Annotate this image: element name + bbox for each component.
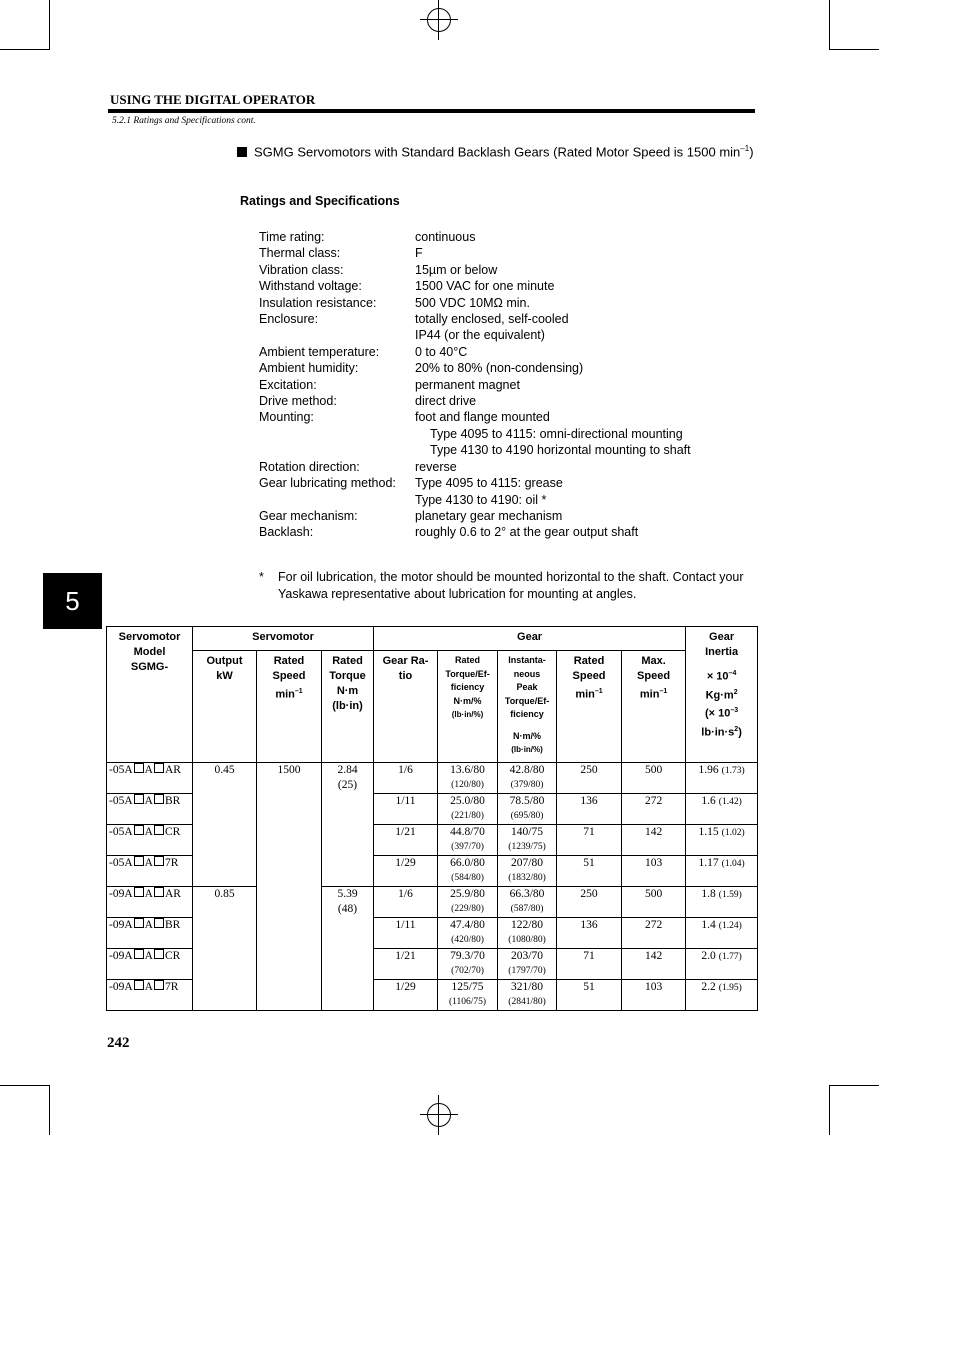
- spec-label: Drive method:: [259, 394, 337, 409]
- col-gear-rated-torque-header: Rated Torque/Ef-ficiency N·m/% (lb·in/%): [438, 651, 498, 763]
- gear-rated-torque-cell: 25.9/80 (229/80): [438, 887, 498, 918]
- peak-torque-cell: 203/70 (1797/70): [498, 949, 557, 980]
- spec-row: [259, 508, 691, 524]
- page-number: 242: [107, 1035, 130, 1051]
- table-row: [107, 887, 758, 918]
- spec-label: Rotation direction:: [259, 459, 360, 474]
- spec-value: 15µm or below: [415, 262, 498, 277]
- gear-inertia-cell: 1.6 (1.42): [686, 794, 758, 825]
- col-rated-speed-header: Rated Speed $\min^{-1}$: [257, 651, 322, 763]
- spec-row: [259, 475, 691, 508]
- spec-label: Vibration class:: [259, 262, 344, 277]
- gear-ratio-cell: 1/29: [374, 856, 438, 887]
- spec-value: Type 4130 to 4190 horizontal mounting to shaft: [430, 443, 691, 458]
- spec-value: Type 4095 to 4115: omni-directional mounting: [430, 426, 683, 441]
- max-speed-cell: 272: [622, 794, 686, 825]
- spec-value: F: [415, 246, 423, 261]
- spec-value: reverse: [415, 459, 457, 474]
- spec-label: Gear mechanism:: [259, 508, 358, 523]
- gear-rated-torque-cell: 79.3/70 (702/70): [438, 949, 498, 980]
- section-heading: SGMG Servomotors with Standard Backlash Gears (Rated Motor Speed is 1500 $\min^{-1}$): [237, 144, 754, 159]
- output-cell: 0.45: [193, 763, 257, 887]
- spec-row: [259, 393, 691, 409]
- spec-value: Type 4130 to 4190: oil *: [415, 492, 547, 507]
- col-gear-ratio-header: Gear Ra-tio: [374, 651, 438, 763]
- spec-row: [259, 229, 691, 245]
- model-cell: -05A A 7R: [107, 856, 193, 887]
- peak-torque-cell: 42.8/80 (379/80): [498, 763, 557, 794]
- blank-box-icon: [154, 856, 164, 866]
- max-speed-cell: 103: [622, 980, 686, 1011]
- blank-box-icon: [154, 949, 164, 959]
- spec-table: [106, 626, 758, 1011]
- blank-box-icon: [134, 763, 144, 773]
- peak-torque-cell: 66.3/80 (587/80): [498, 887, 557, 918]
- square-bullet-icon: [237, 147, 247, 157]
- gear-rated-torque-cell: 13.6/80 (120/80): [438, 763, 498, 794]
- blank-box-icon: [154, 980, 164, 990]
- model-cell: -09A A BR: [107, 918, 193, 949]
- gear-rated-torque-cell: 66.0/80 (584/80): [438, 856, 498, 887]
- model-cell: -05A A BR: [107, 794, 193, 825]
- spec-value: 0 to 40°C: [415, 344, 468, 359]
- gear-ratio-cell: 1/21: [374, 949, 438, 980]
- gear-rated-torque-cell: 25.0/80 (221/80): [438, 794, 498, 825]
- spec-row: [259, 245, 691, 261]
- spec-label: Thermal class:: [259, 246, 341, 261]
- table-row: [107, 763, 758, 794]
- spec-label: Withstand voltage:: [259, 279, 362, 294]
- col-gear-rated-speed-header: Rated Speed $\min^{-1}$: [557, 651, 622, 763]
- spec-row: [259, 360, 691, 376]
- gear-inertia-cell: 2.0 (1.77): [686, 949, 758, 980]
- spec-value: planetary gear mechanism: [415, 508, 563, 523]
- spec-label: Excitation:: [259, 377, 317, 392]
- col-output-header: Output kW: [193, 651, 257, 763]
- gear-rated-speed-cell: 51: [557, 856, 622, 887]
- spec-label: Gear lubricating method:: [259, 476, 396, 491]
- servomotor-group-header: Servomotor: [193, 627, 374, 651]
- rated-speed-cell: 1500: [257, 763, 322, 1011]
- col-gear-inertia-header: Gear Inertia × $10^{-4}$ $Kg\cdot m^2$ (× $10^{-3}$ $lb\cdot in\cdot s^2$): [686, 627, 758, 763]
- rated-torque-cell: 5.39 (48): [322, 887, 374, 1011]
- blank-box-icon: [154, 887, 164, 897]
- peak-torque-cell: 207/80 (1832/80): [498, 856, 557, 887]
- gear-ratio-cell: 1/21: [374, 825, 438, 856]
- output-cell: 0.85: [193, 887, 257, 1011]
- peak-torque-cell: 78.5/80 (695/80): [498, 794, 557, 825]
- spec-value: roughly 0.6 to 2° at the gear output shaft: [415, 525, 639, 540]
- max-speed-cell: 103: [622, 856, 686, 887]
- subsection-label: 5.2.1 Ratings and Specifications cont.: [112, 116, 256, 126]
- footnote: [259, 569, 759, 603]
- model-cell: -09A A AR: [107, 887, 193, 918]
- spec-row: [259, 278, 691, 294]
- model-cell: -05A A CR: [107, 825, 193, 856]
- rated-torque-cell: 2.84 (25): [322, 763, 374, 887]
- spec-value: 20% to 80% (non-condensing): [415, 361, 584, 376]
- spec-row: [259, 262, 691, 278]
- spec-label: Enclosure:: [259, 312, 319, 327]
- gear-rated-speed-cell: 71: [557, 949, 622, 980]
- gear-rated-speed-cell: 136: [557, 794, 622, 825]
- footnote-mark: *: [259, 570, 264, 584]
- spec-value: 1500 VAC for one minute: [415, 279, 555, 294]
- spec-value: permanent magnet: [415, 377, 520, 392]
- gear-rated-speed-cell: 71: [557, 825, 622, 856]
- col-max-speed-header: Max. Speed $\min^{-1}$: [622, 651, 686, 763]
- section-label: USING THE DIGITAL OPERATOR: [110, 92, 316, 107]
- blank-box-icon: [134, 856, 144, 866]
- spec-row: [259, 344, 691, 360]
- gear-inertia-cell: 2.2 (1.95): [686, 980, 758, 1011]
- spec-label: Mounting:: [259, 410, 314, 425]
- gear-rated-speed-cell: 51: [557, 980, 622, 1011]
- blank-box-icon: [154, 763, 164, 773]
- col-rated-torque-header: Rated Torque N·m (lb·in): [322, 651, 374, 763]
- spec-label: Backlash:: [259, 525, 314, 540]
- blank-box-icon: [134, 887, 144, 897]
- spec-value: Type 4095 to 4115: grease: [415, 476, 563, 491]
- blank-box-icon: [134, 949, 144, 959]
- gear-rated-torque-cell: 44.8/70 (397/70): [438, 825, 498, 856]
- header-rule: [108, 109, 755, 113]
- spec-label: Ambient temperature:: [259, 344, 380, 359]
- col-peak-torque-header: Instanta-neous Peak Torque/Ef-ficiency N·m/% (lb·in/%): [498, 651, 557, 763]
- blank-box-icon: [154, 918, 164, 928]
- gear-inertia-cell: 1.96 (1.73): [686, 763, 758, 794]
- ratings-title: Ratings and Specifications: [240, 194, 400, 208]
- footnote-text: For oil lubrication, the motor should be mounted horizontal to the shaft. Contact your Yaskawa representative about lubrication for mounting at angles.: [278, 570, 744, 601]
- gear-rated-speed-cell: 250: [557, 763, 622, 794]
- gear-group-header: Gear: [374, 627, 686, 651]
- spec-value: 500 VDC 10MΩ min.: [415, 295, 530, 310]
- spec-row: [259, 459, 691, 475]
- gear-ratio-cell: 1/6: [374, 763, 438, 794]
- gear-inertia-cell: 1.17 (1.04): [686, 856, 758, 887]
- col-model-header: Servomotor Model SGMG-: [107, 627, 193, 763]
- gear-rated-speed-cell: 136: [557, 918, 622, 949]
- model-cell: -09A A 7R: [107, 980, 193, 1011]
- peak-torque-cell: 321/80 (2841/80): [498, 980, 557, 1011]
- gear-inertia-cell: 1.8 (1.59): [686, 887, 758, 918]
- peak-torque-cell: 140/75 (1239/75): [498, 825, 557, 856]
- gear-rated-torque-cell: 125/75 (1106/75): [438, 980, 498, 1011]
- spec-value: continuous: [415, 230, 476, 244]
- blank-box-icon: [134, 980, 144, 990]
- blank-box-icon: [154, 825, 164, 835]
- max-speed-cell: 500: [622, 763, 686, 794]
- spec-row: [259, 311, 691, 344]
- blank-box-icon: [134, 918, 144, 928]
- spec-row: [259, 295, 691, 311]
- max-speed-cell: 142: [622, 825, 686, 856]
- spec-label: Insulation resistance:: [259, 295, 377, 310]
- gear-rated-torque-cell: 47.4/80 (420/80): [438, 918, 498, 949]
- model-cell: -05A A AR: [107, 763, 193, 794]
- gear-ratio-cell: 1/29: [374, 980, 438, 1011]
- spec-label: Time rating:: [259, 230, 325, 244]
- spec-value: totally enclosed, self-cooled: [415, 312, 569, 327]
- blank-box-icon: [154, 794, 164, 804]
- gear-rated-speed-cell: 250: [557, 887, 622, 918]
- gear-ratio-cell: 1/11: [374, 794, 438, 825]
- model-cell: -09A A CR: [107, 949, 193, 980]
- max-speed-cell: 142: [622, 949, 686, 980]
- chapter-tab: 5: [43, 573, 102, 629]
- gear-inertia-cell: 1.15 (1.02): [686, 825, 758, 856]
- spec-value: foot and flange mounted: [415, 410, 550, 425]
- gear-ratio-cell: 1/11: [374, 918, 438, 949]
- max-speed-cell: 272: [622, 918, 686, 949]
- spec-row: [259, 377, 691, 393]
- peak-torque-cell: 122/80 (1080/80): [498, 918, 557, 949]
- spec-row: [259, 524, 691, 540]
- spec-list: [259, 229, 691, 541]
- gear-ratio-cell: 1/6: [374, 887, 438, 918]
- gear-inertia-cell: 1.4 (1.24): [686, 918, 758, 949]
- max-speed-cell: 500: [622, 887, 686, 918]
- spec-value: direct drive: [415, 394, 477, 409]
- blank-box-icon: [134, 825, 144, 835]
- spec-label: Ambient humidity:: [259, 361, 359, 376]
- spec-row: [259, 409, 691, 458]
- blank-box-icon: [134, 794, 144, 804]
- spec-value: IP44 (or the equivalent): [415, 328, 545, 343]
